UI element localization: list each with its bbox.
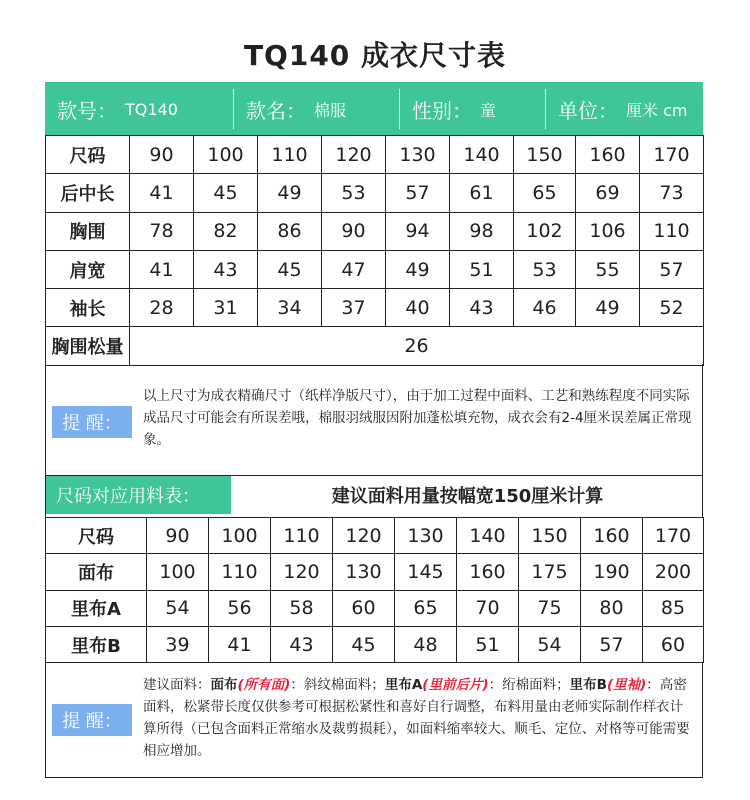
- table-cell: 48: [395, 626, 457, 662]
- note-box-1: [45, 364, 703, 476]
- table-cell: 49: [258, 174, 322, 212]
- table-cell: 58: [271, 590, 333, 626]
- table-cell: 150: [519, 518, 581, 554]
- face-fabric-scope: (所有面): [237, 677, 291, 693]
- table-cell: 39: [147, 626, 209, 662]
- table-cell: 110: [258, 136, 322, 174]
- table-cell: 40: [386, 289, 450, 327]
- table-cell: 54: [519, 626, 581, 662]
- table-cell: 160: [581, 518, 643, 554]
- table-cell: 37: [322, 289, 386, 327]
- table-cell: 86: [258, 212, 322, 250]
- table-cell: 45: [194, 174, 258, 212]
- row-header: 袖长: [46, 289, 130, 327]
- table-cell: 80: [581, 590, 643, 626]
- table-cell: 85: [643, 590, 704, 626]
- table-cell: 46: [514, 289, 576, 327]
- table-cell: 61: [450, 174, 514, 212]
- table-cell: 53: [322, 174, 386, 212]
- table-cell: 54: [147, 590, 209, 626]
- table-cell: 73: [640, 174, 704, 212]
- row-header: 面布: [46, 554, 147, 590]
- size-ease-row: [46, 327, 704, 365]
- table-cell: 65: [514, 174, 576, 212]
- table-row: [46, 590, 704, 626]
- table-cell: 170: [640, 136, 704, 174]
- table-cell: 34: [258, 289, 322, 327]
- table-cell: 110: [209, 554, 271, 590]
- unit-cell: [546, 82, 701, 136]
- row-header: 后中长: [46, 174, 130, 212]
- table-cell: 43: [450, 289, 514, 327]
- gender-label: 性别：: [412, 98, 472, 123]
- table-cell: 190: [581, 554, 643, 590]
- style-number-label: 款号：: [57, 98, 117, 123]
- table-cell: 110: [271, 518, 333, 554]
- table-cell: 57: [640, 250, 704, 288]
- fabric-table-tag: 尺码对应用料表：: [46, 476, 231, 514]
- row-header: 尺码: [46, 136, 130, 174]
- table-row: [46, 136, 704, 174]
- table-cell: 100: [194, 136, 258, 174]
- lining-b-label: 里布B: [569, 677, 607, 693]
- fabric-width-note: 建议面料用量按幅宽150厘米计算: [331, 486, 604, 507]
- table-cell: 41: [130, 250, 194, 288]
- table-cell: 65: [395, 590, 457, 626]
- fabric-section-header: [45, 476, 703, 518]
- gender-cell: [400, 82, 545, 136]
- table-cell: 70: [457, 590, 519, 626]
- advice-intro: 建议面料：: [143, 677, 211, 693]
- row-header: 胸围: [46, 212, 130, 250]
- table-row: [46, 289, 704, 327]
- row-header: 里布B: [46, 626, 147, 662]
- table-row: [46, 626, 704, 662]
- lining-a-label: 里布A: [384, 677, 423, 693]
- table-cell: 41: [209, 626, 271, 662]
- table-cell: 120: [333, 518, 395, 554]
- face-fabric-label: 面布: [210, 677, 238, 693]
- table-cell: 100: [209, 518, 271, 554]
- table-cell: 130: [333, 554, 395, 590]
- table-row: [46, 554, 704, 590]
- table-cell: 60: [643, 626, 704, 662]
- style-number-value: TQ140: [125, 99, 178, 119]
- table-cell: 60: [333, 590, 395, 626]
- table-row: [46, 174, 704, 212]
- table-cell: 57: [581, 626, 643, 662]
- table-cell: 160: [457, 554, 519, 590]
- ease-label: 胸围松量: [46, 327, 130, 365]
- table-cell: 57: [386, 174, 450, 212]
- style-name-label: 款名：: [246, 98, 306, 123]
- size-table: [45, 135, 704, 366]
- lining-a-desc: ：绗棉面料；: [488, 677, 570, 693]
- table-cell: 52: [640, 289, 704, 327]
- table-cell: 90: [130, 136, 194, 174]
- table-cell: 47: [322, 250, 386, 288]
- lining-b-desc: ：高密面料，松紧带长度仅供参考可根据松紧性和喜好自行调整，布料用量由老师实际制作样衣计算所得（已包含面料正常缩水及裁剪损耗），如面料缩率较大、顺毛、定位、对格等可能需要相应增加。: [143, 677, 690, 759]
- table-cell: 175: [519, 554, 581, 590]
- table-cell: 170: [643, 518, 704, 554]
- lining-a-scope: (里前后片): [422, 677, 489, 693]
- table-cell: 160: [576, 136, 640, 174]
- table-cell: 49: [576, 289, 640, 327]
- table-cell: 56: [209, 590, 271, 626]
- table-cell: 90: [322, 212, 386, 250]
- table-cell: 31: [194, 289, 258, 327]
- table-cell: 90: [147, 518, 209, 554]
- style-name-cell: [234, 82, 399, 136]
- table-cell: 140: [457, 518, 519, 554]
- fabric-table: [45, 517, 704, 663]
- table-cell: 78: [130, 212, 194, 250]
- table-cell: 140: [450, 136, 514, 174]
- row-header: 里布A: [46, 590, 147, 626]
- note-box-2: [45, 662, 703, 778]
- table-cell: 43: [194, 250, 258, 288]
- face-fabric-desc: ：斜纹棉面料；: [290, 677, 385, 693]
- table-cell: 98: [450, 212, 514, 250]
- table-cell: 43: [271, 626, 333, 662]
- table-cell: 53: [514, 250, 576, 288]
- table-cell: 102: [514, 212, 576, 250]
- table-cell: 130: [395, 518, 457, 554]
- reminder-badge: 提 醒：: [52, 406, 132, 438]
- table-cell: 200: [643, 554, 704, 590]
- table-cell: 49: [386, 250, 450, 288]
- gender-value: 童: [480, 100, 497, 120]
- unit-value: 厘米 cm: [626, 100, 688, 120]
- style-number-cell: [45, 82, 233, 136]
- table-cell: 55: [576, 250, 640, 288]
- table-cell: 106: [576, 212, 640, 250]
- unit-label: 单位：: [558, 98, 618, 123]
- page-title: TQ140 成衣尺寸表: [243, 39, 507, 72]
- reminder-badge: 提 醒：: [52, 704, 132, 736]
- table-row: [46, 250, 704, 288]
- table-cell: 145: [395, 554, 457, 590]
- table-cell: 51: [457, 626, 519, 662]
- table-cell: 41: [130, 174, 194, 212]
- table-cell: 82: [194, 212, 258, 250]
- reminder-text: 以上尺寸为成衣精确尺寸（纸样净版尺寸），由于加工过程中面料、工艺和熟练程度不同实际成品尺寸可能会有所误差哦，棉服羽绒服因附加蓬松填充物，成衣会有2-4厘米误差属正常现象。: [143, 388, 692, 448]
- table-cell: 94: [386, 212, 450, 250]
- table-cell: 120: [271, 554, 333, 590]
- ease-value: 26: [130, 327, 704, 365]
- table-cell: 45: [333, 626, 395, 662]
- table-row: [46, 518, 704, 554]
- table-row: [46, 212, 704, 250]
- table-cell: 150: [514, 136, 576, 174]
- table-cell: 120: [322, 136, 386, 174]
- style-name-value: 棉服: [314, 100, 347, 120]
- table-cell: 100: [147, 554, 209, 590]
- fabric-advice-text: [143, 674, 695, 762]
- table-cell: 69: [576, 174, 640, 212]
- lining-b-scope: (里袖): [606, 677, 647, 693]
- table-cell: 110: [640, 212, 704, 250]
- table-cell: 45: [258, 250, 322, 288]
- row-header: 尺码: [46, 518, 147, 554]
- row-header: 肩宽: [46, 250, 130, 288]
- table-cell: 75: [519, 590, 581, 626]
- table-cell: 28: [130, 289, 194, 327]
- spec-header-bar: [45, 82, 703, 136]
- table-cell: 51: [450, 250, 514, 288]
- table-cell: 130: [386, 136, 450, 174]
